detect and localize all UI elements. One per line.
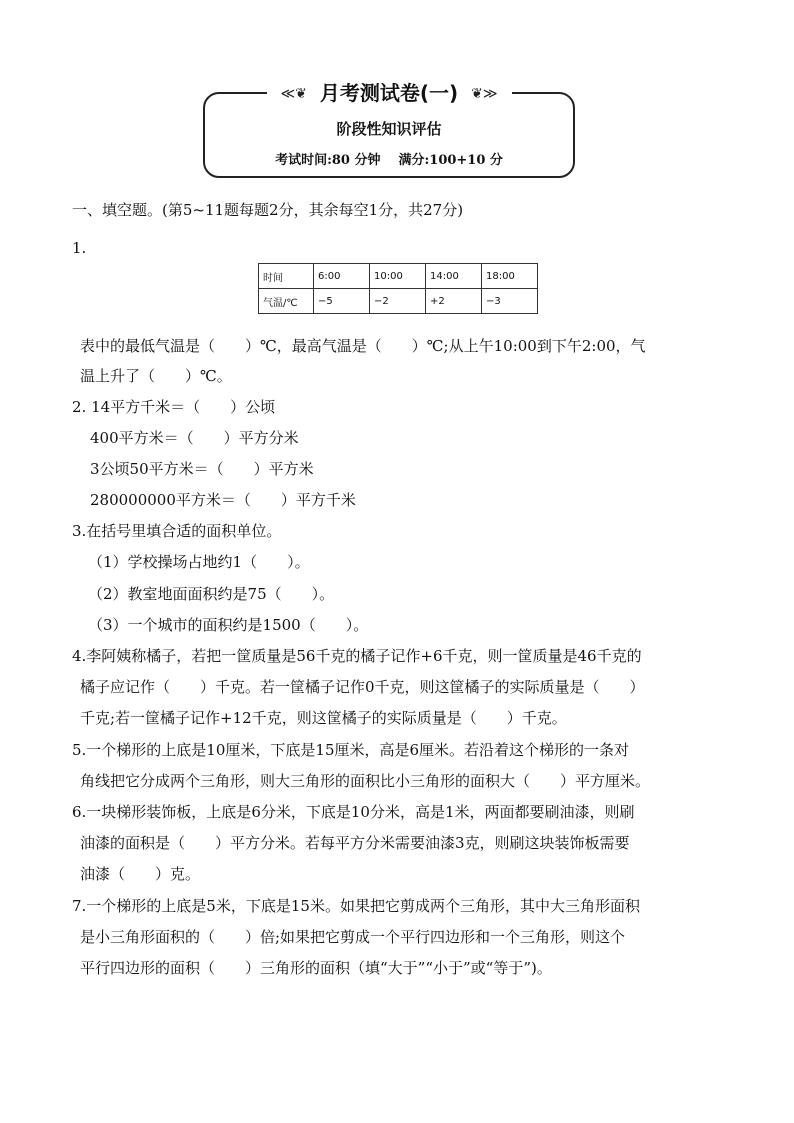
q3-line: 3.在括号里填合适的面积单位。 bbox=[72, 522, 282, 540]
q7-line: 是小三角形面积的（ ）倍;如果把它剪成一个平行四边形和一个三角形，则这个 bbox=[80, 928, 626, 946]
table-cell: 气温/℃ bbox=[259, 289, 314, 314]
table-cell: −2 bbox=[370, 289, 426, 314]
q3-line: （2）教室地面面积约是75（ ）。 bbox=[88, 585, 335, 603]
exam-subtitle: 阶段性知识评估 bbox=[336, 120, 442, 138]
q3-line: （1）学校操场占地约1（ ）。 bbox=[88, 553, 310, 571]
exam-time: 考试时间:80 分钟 bbox=[275, 153, 381, 168]
q6-line: 6.一块梯形装饰板，上底是6分米，下底是10分米，高是1米，两面都要刷油漆，则刷 bbox=[72, 803, 635, 821]
q1-line: 表中的最低气温是（ ）℃，最高气温是（ ）℃;从上午10:00到下午2:00，气 bbox=[80, 337, 646, 355]
exam-header-box bbox=[203, 81, 575, 178]
temperature-table bbox=[258, 263, 538, 314]
section-title: 一、填空题。(第5~11题每题2分，其余每空1分，共27分) bbox=[72, 201, 464, 219]
q6-line: 油漆的面积是（ ）平方分米。若每平方分米需要油漆3克，则刷这块装饰板需要 bbox=[80, 834, 630, 852]
table-cell: 14:00 bbox=[426, 264, 482, 289]
table-cell: +2 bbox=[426, 289, 482, 314]
ornament-right-icon: ❦≫ bbox=[471, 86, 498, 102]
q5-line: 5.一个梯形的上底是10厘米，下底是15厘米，高是6厘米。若沿着这个梯形的一条对 bbox=[72, 741, 630, 759]
q1-line: 温上升了（ ）℃。 bbox=[80, 367, 232, 385]
exam-info bbox=[205, 149, 573, 168]
table-row bbox=[259, 289, 538, 314]
title-wrap bbox=[205, 78, 573, 109]
table-cell: 18:00 bbox=[482, 264, 538, 289]
table-cell: 时间 bbox=[259, 264, 314, 289]
exam-title: 月考测试卷(一) bbox=[319, 81, 459, 105]
q4-line: 4.李阿姨称橘子，若把一筐质量是56千克的橘子记作+6千克，则一筐质量是46千克的 bbox=[72, 647, 642, 665]
q2-line: 400平方米＝（ ）平方分米 bbox=[90, 429, 299, 447]
q7-line: 7.一个梯形的上底是5米，下底是15米。如果把它剪成两个三角形，其中大三角形面积 bbox=[72, 897, 640, 915]
q2-line: 3公顷50平方米＝（ ）平方米 bbox=[90, 460, 314, 478]
q6-line: 油漆（ ）克。 bbox=[80, 865, 201, 883]
q4-line: 橘子应记作（ ）千克。若一筐橘子记作0千克，则这筐橘子的实际质量是（ ） bbox=[80, 678, 645, 696]
q2-line: 2. 14平方千米＝（ ）公顷 bbox=[72, 398, 276, 416]
exam-score: 满分:100+10 分 bbox=[398, 153, 503, 168]
table-row bbox=[259, 264, 538, 289]
table-cell: 6:00 bbox=[314, 264, 370, 289]
q2-line: 280000000平方米＝（ ）平方千米 bbox=[90, 491, 356, 509]
q3-line: （3）一个城市的面积约是1500（ ）。 bbox=[88, 616, 369, 634]
table-cell: −5 bbox=[314, 289, 370, 314]
q5-line: 角线把它分成两个三角形，则大三角形的面积比小三角形的面积大（ ）平方厘米。 bbox=[80, 772, 651, 790]
table-cell: −3 bbox=[482, 289, 538, 314]
table-cell: 10:00 bbox=[370, 264, 426, 289]
q1-number: 1. bbox=[72, 239, 87, 257]
q4-line: 千克;若一筐橘子记作+12千克，则这筐橘子的实际质量是（ ）千克。 bbox=[80, 709, 567, 727]
ornament-left-icon: ≪❦ bbox=[280, 86, 307, 102]
q7-line: 平行四边形的面积（ ）三角形的面积（填“大于”“小于”或“等于”)。 bbox=[80, 959, 552, 977]
title-banner bbox=[267, 78, 512, 109]
